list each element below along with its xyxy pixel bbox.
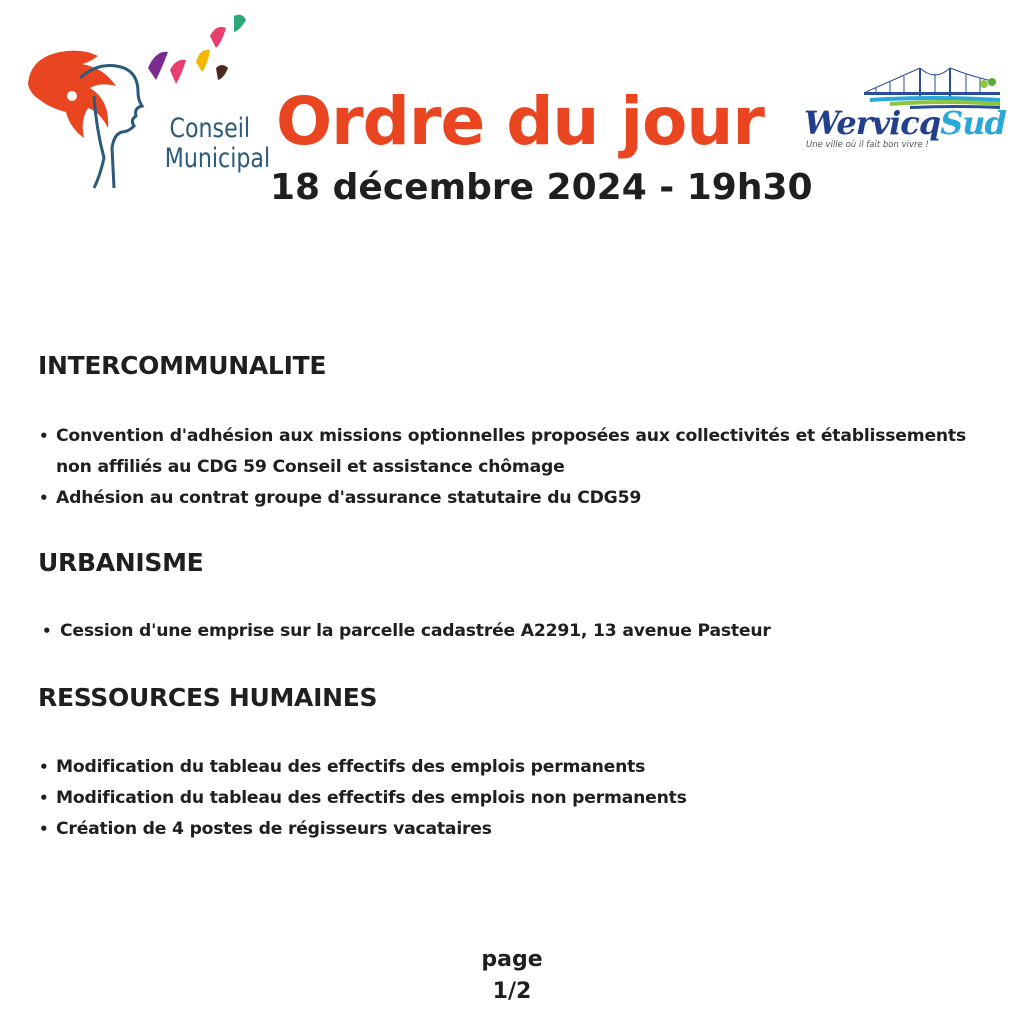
list-item-text: Cession d'une emprise sur la parcelle cadastrée A2291, 13 avenue Pasteur	[60, 621, 771, 641]
wervicq-word: Wervicq	[804, 104, 941, 142]
bullet-icon: •	[39, 789, 49, 807]
section-heading-ressources-humaines: RESSOURCES HUMAINES	[38, 683, 378, 712]
wervicq-tagline: Une ville où il fait bon vivre !	[806, 140, 929, 150]
bullet-icon: •	[39, 489, 49, 507]
list-item-text: Modification du tableau des effectifs des emplois permanents	[56, 757, 646, 777]
section-heading-intercommunalite: INTERCOMMUNALITE	[38, 351, 327, 380]
bullet-icon: •	[39, 820, 49, 838]
wervicq-sud-logo	[800, 62, 1006, 158]
section-items-intercommunalite	[38, 421, 998, 514]
section-items-urbanisme	[38, 616, 998, 647]
list-item	[38, 421, 998, 483]
list-item	[38, 752, 998, 783]
list-item	[38, 814, 998, 845]
wervicq-sud-wordmark	[804, 104, 1006, 142]
municipal-line: Municipal	[164, 143, 271, 174]
list-item	[38, 616, 998, 647]
bullet-icon: •	[39, 758, 49, 776]
list-item	[38, 483, 998, 514]
sud-word: Sud	[940, 104, 1006, 142]
list-item-text: Adhésion au contrat groupe d'assurance statutaire du CDG59	[56, 488, 642, 508]
conseil-municipal-text	[164, 113, 271, 174]
page-title: Ordre du jour	[276, 83, 764, 160]
list-item	[38, 783, 998, 814]
meeting-date: 18 décembre 2024 - 19h30	[270, 167, 813, 208]
section-items-ressources-humaines	[38, 752, 998, 845]
list-item-text: Création de 4 postes de régisseurs vacataires	[56, 819, 492, 839]
page-indicator	[462, 944, 562, 1008]
page-label: page	[481, 947, 543, 972]
bullet-icon: •	[42, 622, 52, 640]
bullet-icon: •	[39, 427, 49, 445]
conseil-municipal-logo	[20, 8, 271, 198]
page-number: 1/2	[492, 979, 532, 1004]
conseil-line: Conseil	[169, 113, 250, 144]
list-item-text: Modification du tableau des effectifs des emplois non permanents	[56, 788, 687, 808]
list-item-text: Convention d'adhésion aux missions optionnelles proposées aux collectivités et établissements non affiliés au CDG 59 Conseil et assistance chômage	[56, 426, 966, 477]
section-heading-urbanisme: URBANISME	[38, 548, 204, 577]
